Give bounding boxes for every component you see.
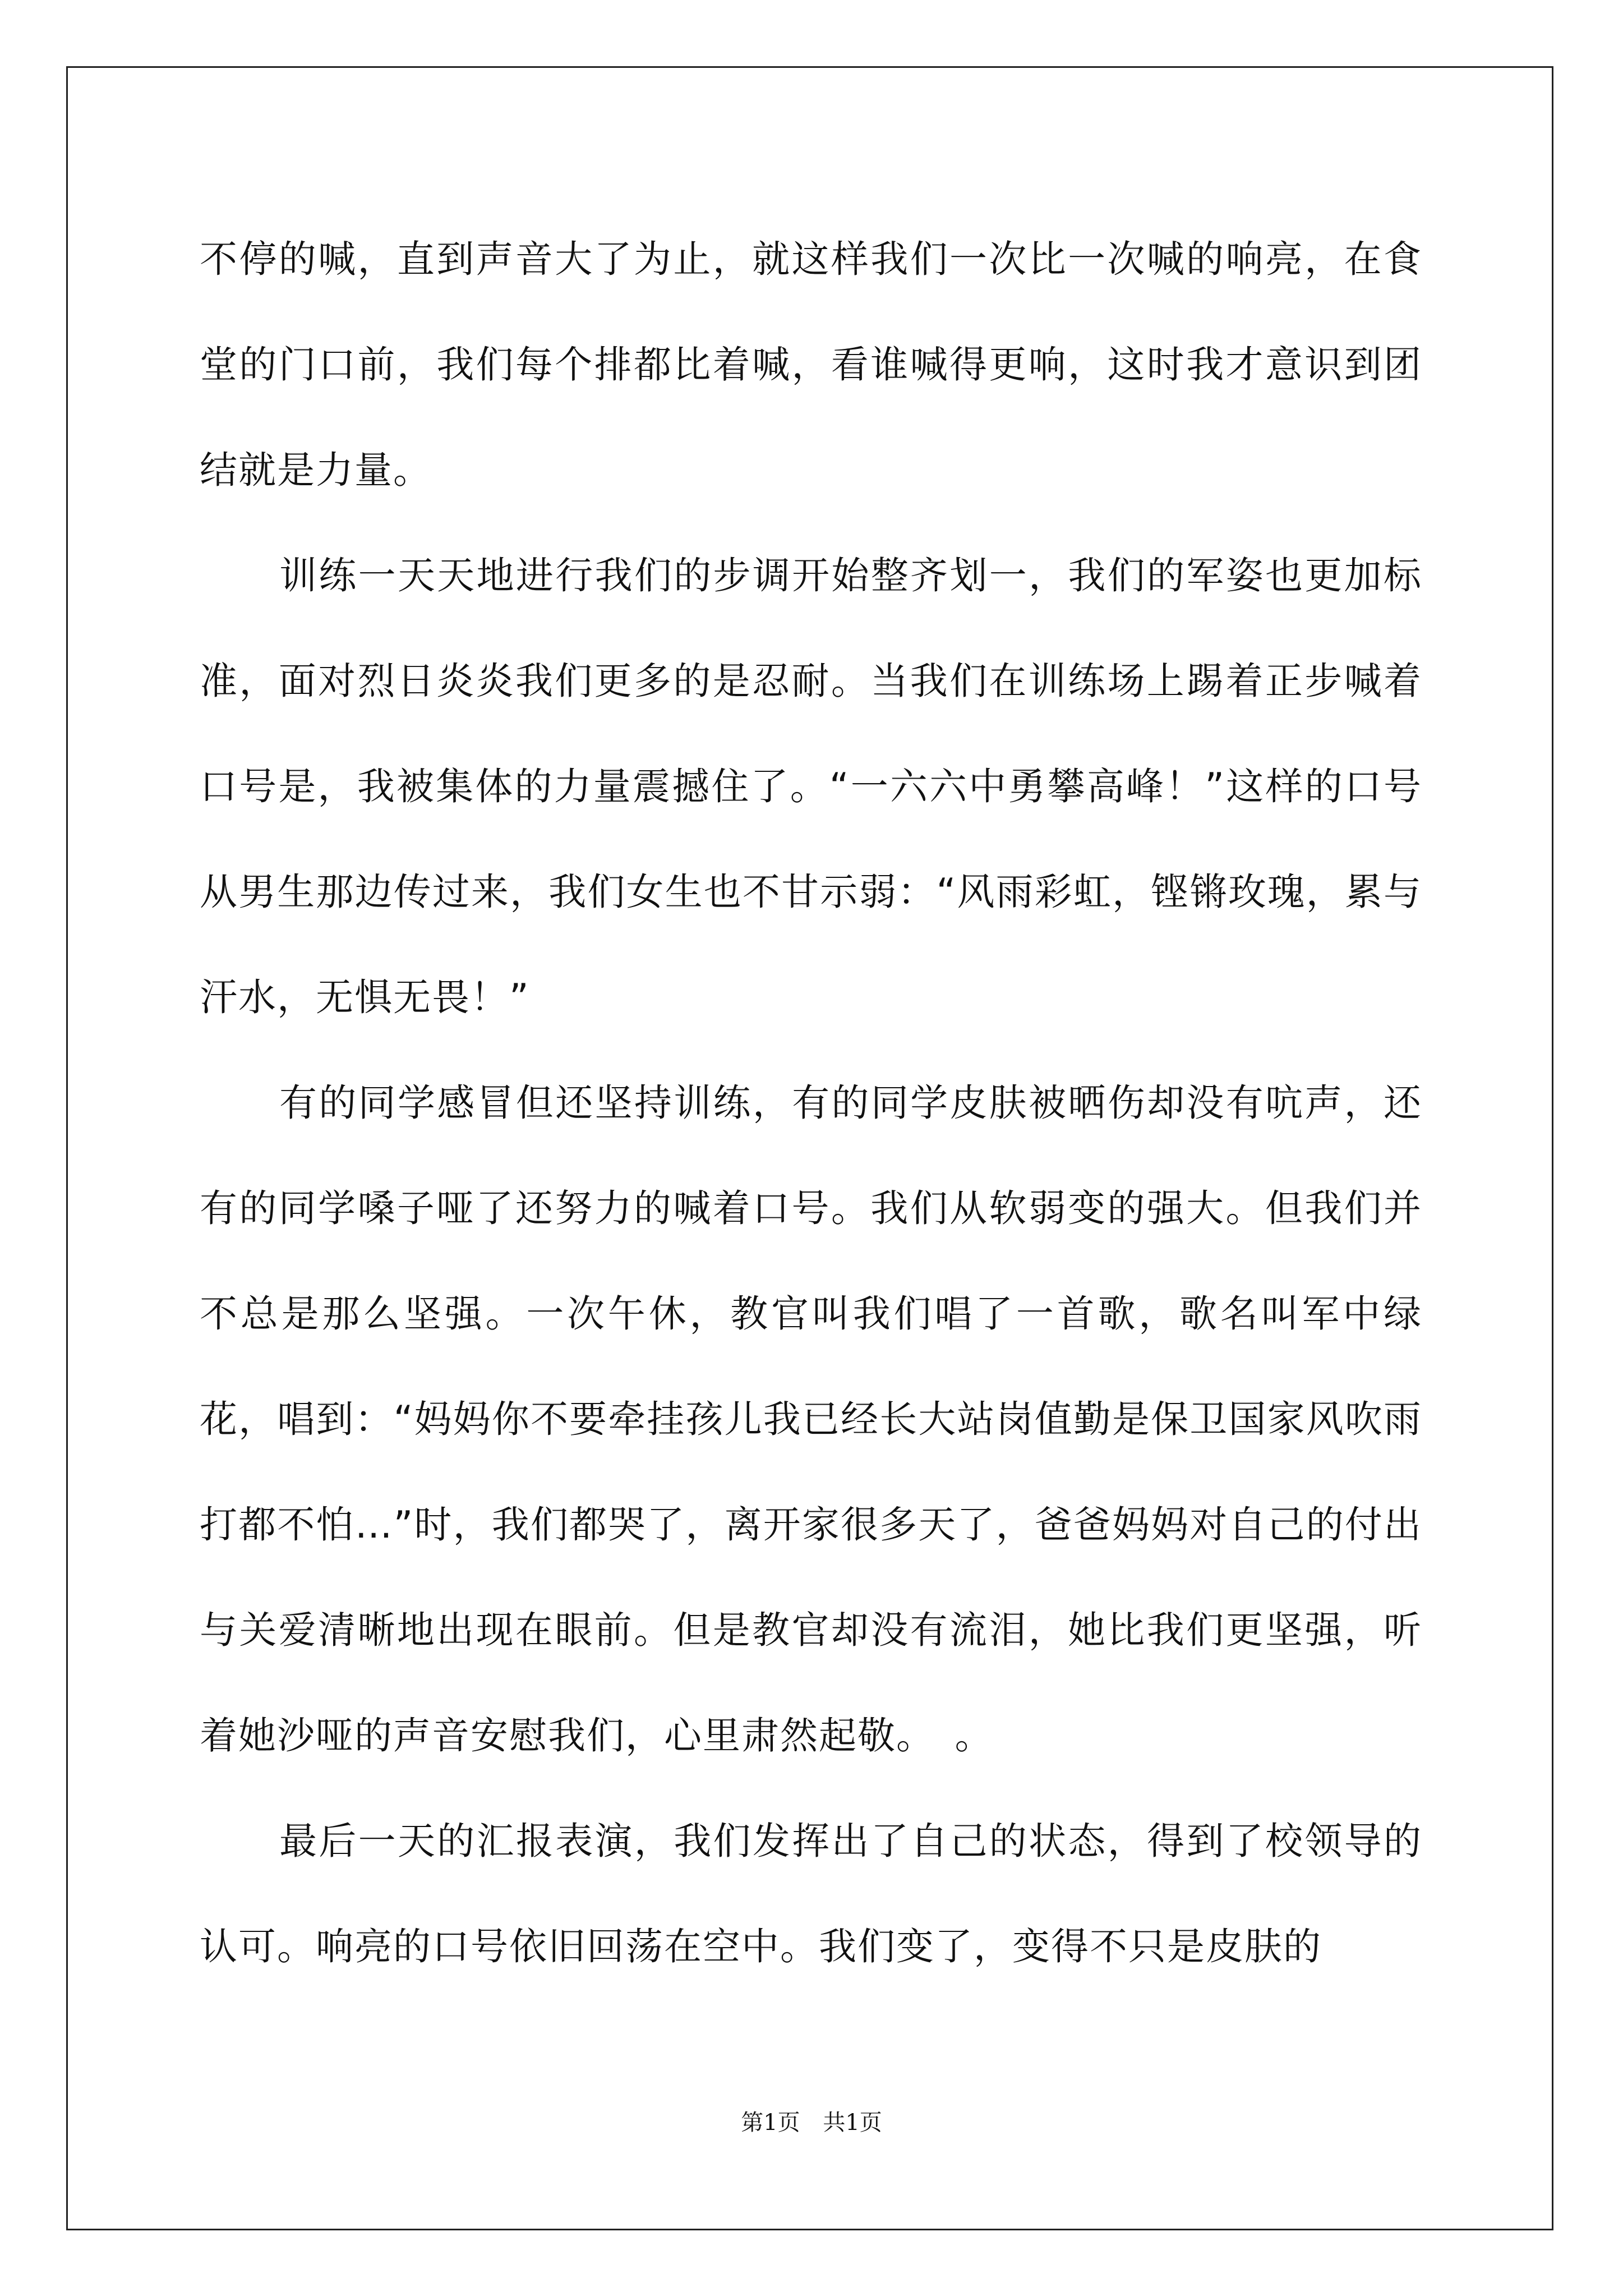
paragraph-4: 最后一天的汇报表演，我们发挥出了自己的状态，得到了校领导的认可。响亮的口号依旧回荡在空中。我们变了，变得不只是皮肤的 (200, 1819, 1422, 1968)
document-body (200, 206, 1422, 1999)
page-footer (0, 2105, 1623, 2137)
page-number-current: 第1页 (741, 2110, 800, 2136)
page-number-total: 共1页 (823, 2110, 882, 2136)
paragraph-3: 有的同学感冒但还坚持训练，有的同学皮肤被晒伤却没有吭声，还有的同学嗓子哑了还努力的喊着口号。我们从软弱变的强大。但我们并不总是那么坚强。一次午休，教官叫我们唱了一首歌，歌名叫军中绿花，唱到：“妈妈你不要牵挂孩儿我已经长大站岗值勤是保卫国家风吹雨打都不怕…”时，我们都哭了，离开家很多天了，爸爸妈妈对自己的付出与关爱清晰地出现在眼前。但是教官却没有流泪，她比我们更坚强，听着她沙哑的声音安慰我们，心里肃然起敬。 。 (200, 1081, 1422, 1757)
paragraph-1: 不停的喊，直到声音大了为止，就这样我们一次比一次喊的响亮，在食堂的门口前，我们每个排都比着喊，看谁喊得更响，这时我才意识到团结就是力量。 (200, 237, 1422, 492)
paragraph-2: 训练一天天地进行我们的步调开始整齐划一，我们的军姿也更加标准，面对烈日炎炎我们更多的是忍耐。当我们在训练场上踢着正步喊着口号是，我被集体的力量震撼住了。“一六六中勇攀高峰！”这样的口号从男生那边传过来，我们女生也不甘示弱：“风雨彩虹，铿锵玫瑰，累与汗水，无惧无畏！” (200, 554, 1422, 1019)
